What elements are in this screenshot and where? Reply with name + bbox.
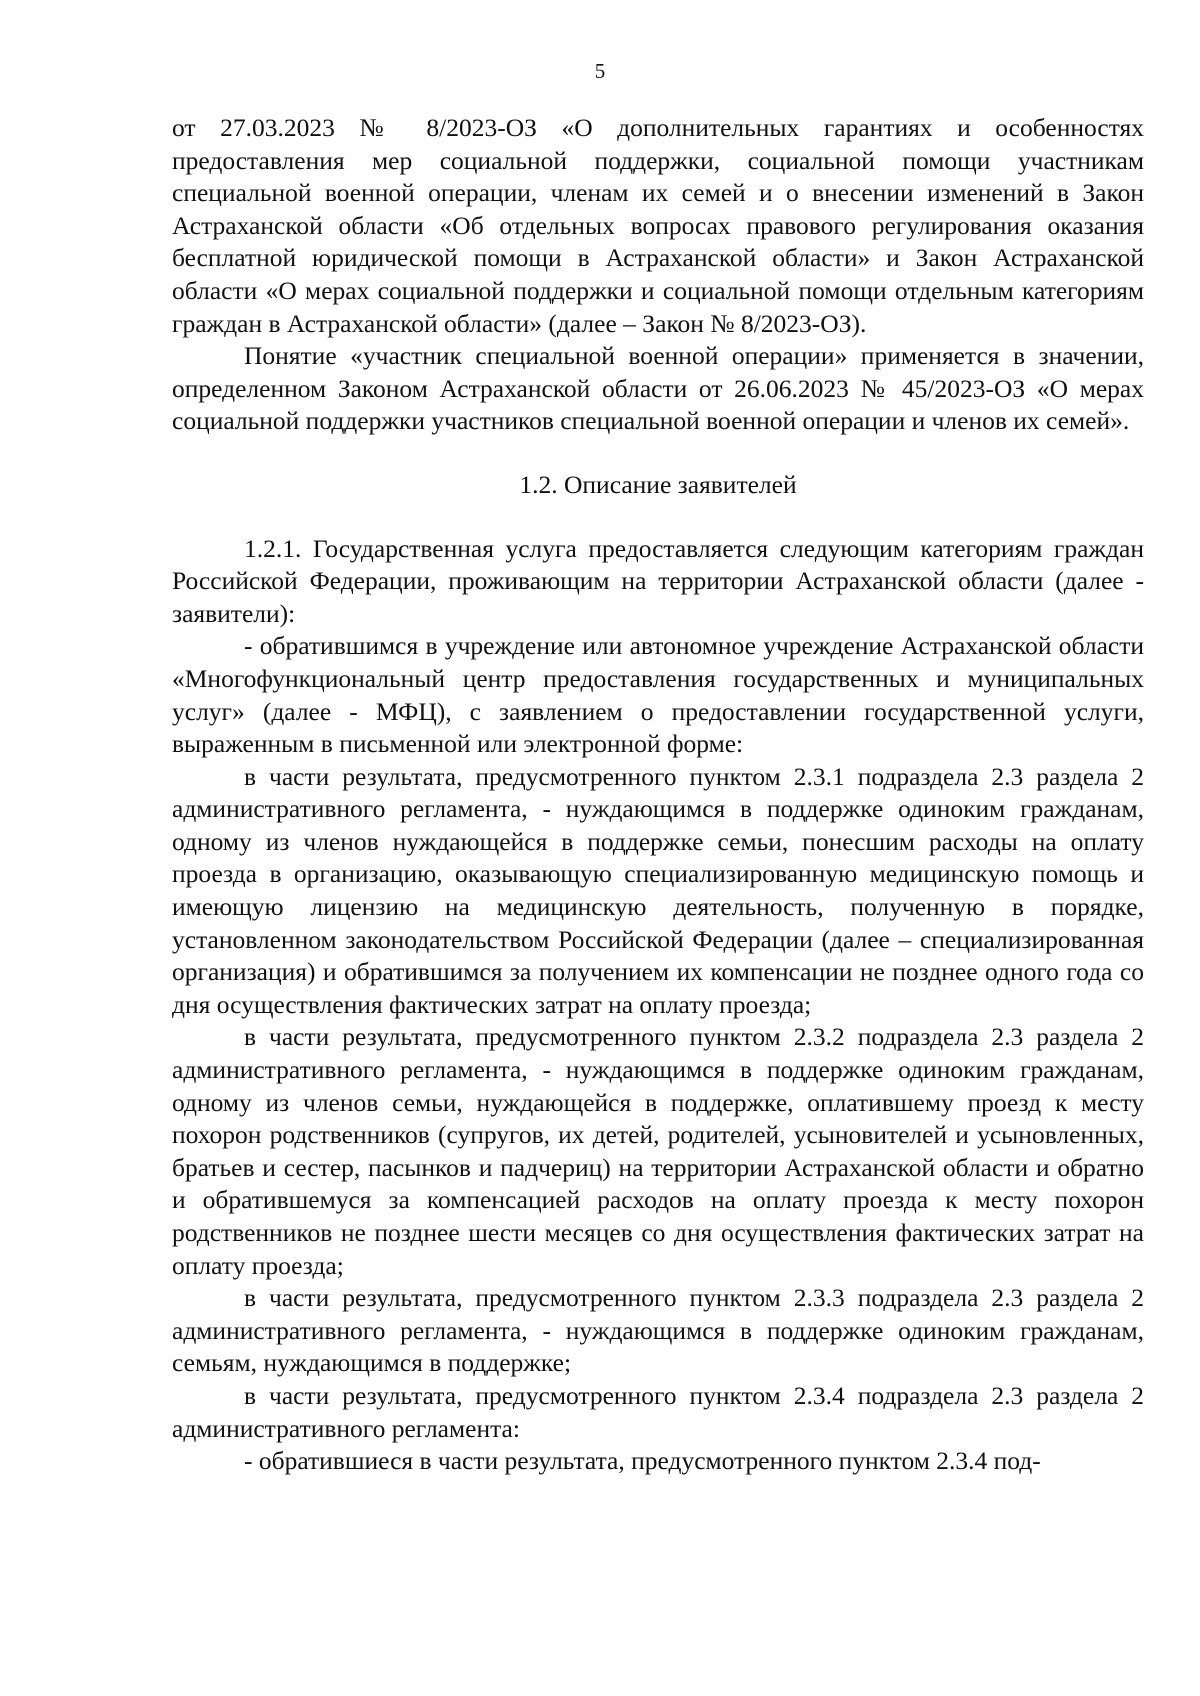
- section-heading-applicants: 1.2. Описание заявителей: [519, 469, 797, 499]
- paragraph-result-2-3-2: в части результата, предусмотренного пунктом 2.3.2 подраздела 2.3 раздела 2 административного регламента, - нуждающимся в поддержке одиноким гражданам, одному из членов семьи, нуждающейся в поддержке, оплатившему проезд к месту похорон родственников (супругов, их детей, родителей, усыновителей и усыновленных, братьев и сестер, пасынков и падчериц) на территории Астраханской области и обратно и обратившемуся за компенсацией расходов на оплату проезда к месту похорон родственников не позднее шести месяцев со дня осуществления фактических затрат на оплату проезда;: [172, 1022, 1144, 1280]
- paragraph-result-2-3-3: в части результата, предусмотренного пунктом 2.3.3 подраздела 2.3 раздела 2 административного регламента, - нуждающимся в поддержке одиноким гражданам, семьям, нуждающимся в поддержке;: [172, 1283, 1144, 1378]
- paragraph-law-reference: от 27.03.2023 № 8/2023-ОЗ «О дополнительных гарантиях и особенностях предоставления мер социальной поддержки, социальной помощи участникам специальной военной операции, членам их семей и о внесении изменений в Закон Астраханской области «Об отдельных вопросах правового регулирования оказания бесплатной юридической помощи в Астраханской области» и Закон Астраханской области «О мерах социальной поддержки и социальной помощи отдельным категориям граждан в Астраханской области» (далее – Закон № 8/2023-ОЗ).: [172, 113, 1144, 338]
- page-number: 5: [594, 59, 606, 83]
- paragraph-result-2-3-4-applicants: - обратившиеся в части результата, предусмотренного пунктом 2.3.4 под-: [244, 1446, 1041, 1476]
- paragraph-result-2-3-4: в части результата, предусмотренного пунктом 2.3.4 подраздела 2.3 раздела 2 административного регламента:: [172, 1380, 1144, 1443]
- paragraph-mfc-applicants: - обратившимся в учреждение или автономное учреждение Астраханской области «Многофункциональный центр предоставления государственных и муниципальных услуг» (далее - МФЦ), с заявлением о предоставлении государственной услуги, выраженным в письменной или электронной форме:: [172, 631, 1144, 759]
- document-body: [172, 112, 1144, 1478]
- paragraph-svo-definition: Понятие «участник специальной военной операции» применяется в значении, определенном Законом Астраханской области от 26.06.2023 № 45/2023-ОЗ «О мерах социальной поддержки участников специальной военной операции и членов их семей».: [172, 341, 1144, 436]
- paragraph-1-2-1: 1.2.1. Государственная услуга предоставляется следующим категориям граждан Российской Федерации, проживающим на территории Астраханской области (далее - заявители):: [172, 533, 1144, 628]
- paragraph-result-2-3-1: в части результата, предусмотренного пунктом 2.3.1 подраздела 2.3 раздела 2 административного регламента, - нуждающимся в поддержке одиноким гражданам, одному из членов нуждающейся в поддержке семьи, понесшим расходы на оплату проезда в организацию, оказывающую специализированную медицинскую помощь и имеющую лицензию на медицинскую деятельность, полученную в порядке, установленном законодательством Российской Федерации (далее – специализированная организация) и обратившимся за получением их компенсации не позднее одного года со дня осуществления фактических затрат на оплату проезда;: [172, 761, 1144, 1019]
